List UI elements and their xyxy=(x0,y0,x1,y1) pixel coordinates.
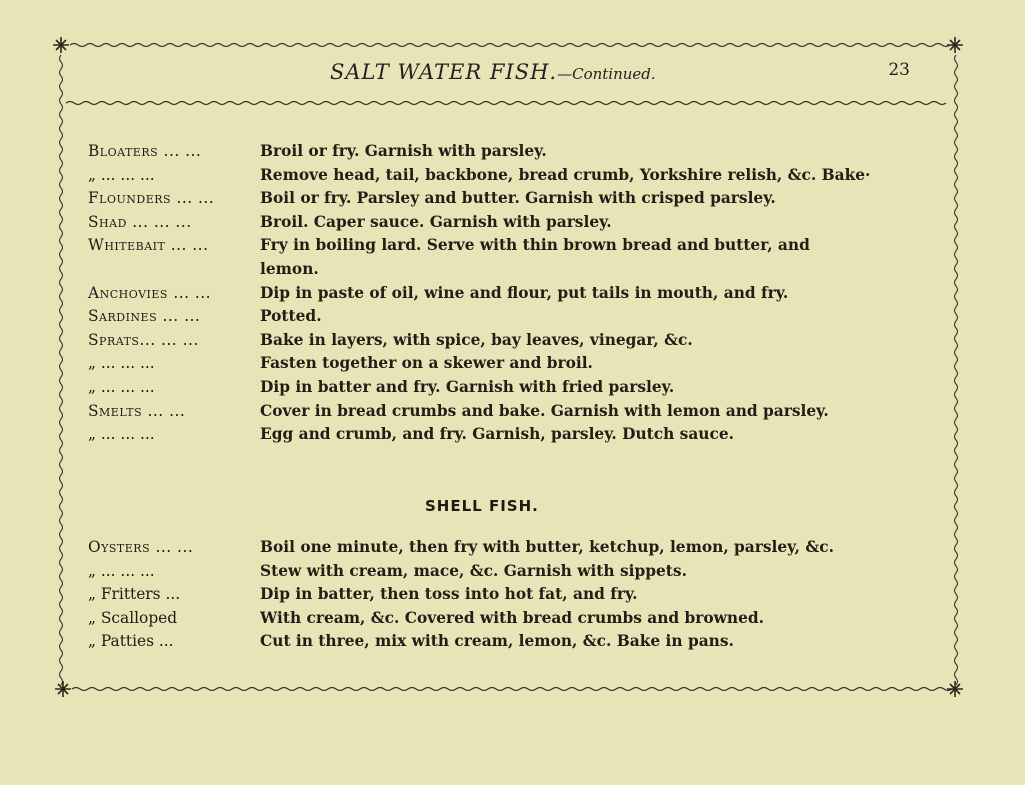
fish-name: „ ... ... ... xyxy=(88,378,155,396)
cooking-instruction: Cut in three, mix with cream, lemon, &c. Bake in pans. xyxy=(260,632,734,651)
cooking-instruction: Bake in layers, with spice, bay leaves, vinegar, &c. xyxy=(260,330,693,349)
cooking-instruction: Egg and crumb, and fry. Garnish, parsley. Dutch sauce. xyxy=(260,425,735,444)
cooking-instruction: With cream, &c. Covered with bread crumbs and browned. xyxy=(260,608,765,627)
fish-name: „ ... ... ... xyxy=(88,425,155,444)
fish-name: Shad ... ... ... xyxy=(88,212,192,231)
cooking-instruction: Remove head, tail, backbone, bread crumb, Yorkshire relish, &c. Bake· xyxy=(260,165,871,184)
list-item xyxy=(88,609,948,633)
fish-name: Smelts ... ... xyxy=(88,401,186,420)
list-item xyxy=(88,425,948,449)
list-item xyxy=(88,354,948,378)
cooking-instruction: Fry in boiling lard. Serve with thin brown bread and butter, and xyxy=(260,236,810,255)
list-item xyxy=(88,213,948,237)
list-item xyxy=(88,260,948,284)
fish-name: Oysters ... ... xyxy=(88,538,194,556)
continued-label: —Continued. xyxy=(557,65,656,83)
page-number: 23 xyxy=(888,60,910,80)
list-item xyxy=(88,585,948,609)
list-item xyxy=(88,307,948,331)
list-item xyxy=(88,236,948,260)
list-item xyxy=(88,538,948,562)
fish-name: Sardines ... ... xyxy=(88,307,201,326)
fish-name: Sprats... ... ... xyxy=(88,330,199,349)
cooking-instruction: lemon. xyxy=(260,260,319,278)
list-item xyxy=(88,284,948,308)
cooking-instruction: Dip in batter and fry. Garnish with fried parsley. xyxy=(260,378,675,396)
fish-name: „ Scalloped xyxy=(88,608,178,627)
cooking-instruction: Broil. Caper sauce. Garnish with parsley. xyxy=(260,212,612,231)
cooking-instruction: Dip in batter, then toss into hot fat, and fry. xyxy=(260,585,638,604)
cooking-instruction: Potted. xyxy=(260,307,322,326)
fish-name: „ Fritters ... xyxy=(88,585,181,604)
list-item xyxy=(88,562,948,586)
cooking-instruction: Cover in bread crumbs and bake. Garnish with lemon and parsley. xyxy=(260,401,829,420)
list-item xyxy=(88,142,948,166)
fish-name: „ Patties ... xyxy=(88,632,174,651)
fish-name: „ ... ... ... xyxy=(88,561,155,580)
fish-name: Flounders ... ... xyxy=(88,189,215,208)
list-item xyxy=(88,189,948,213)
cooking-instruction: Dip in paste of oil, wine and flour, put tails in mouth, and fry. xyxy=(260,283,789,302)
fish-name: „ ... ... ... xyxy=(88,165,155,184)
fish-name: Anchovies ... ... xyxy=(88,283,212,302)
list-item xyxy=(88,331,948,355)
list-item xyxy=(88,378,948,402)
cooking-instruction: Fasten together on a skewer and broil. xyxy=(260,354,593,373)
fish-name: Bloaters ... ... xyxy=(88,142,202,160)
cooking-instruction: Boil one minute, then fry with butter, ketchup, lemon, parsley, &c. xyxy=(260,538,834,556)
cooking-instruction: Stew with cream, mace, &c. Garnish with sippets. xyxy=(260,561,687,580)
shell-fish-heading: SHELL FISH. xyxy=(425,497,539,515)
list-item xyxy=(88,632,948,656)
fish-name: „ ... ... ... xyxy=(88,354,155,373)
fish-name: Whitebait ... ... xyxy=(88,236,209,255)
running-header xyxy=(330,60,910,90)
list-item xyxy=(88,402,948,426)
list-item xyxy=(88,166,948,190)
cooking-instruction: Broil or fry. Garnish with parsley. xyxy=(260,142,547,160)
cooking-instruction: Boil or fry. Parsley and butter. Garnish with crisped parsley. xyxy=(260,189,776,208)
page-title: SALT WATER FISH.—Continued. xyxy=(330,60,656,84)
